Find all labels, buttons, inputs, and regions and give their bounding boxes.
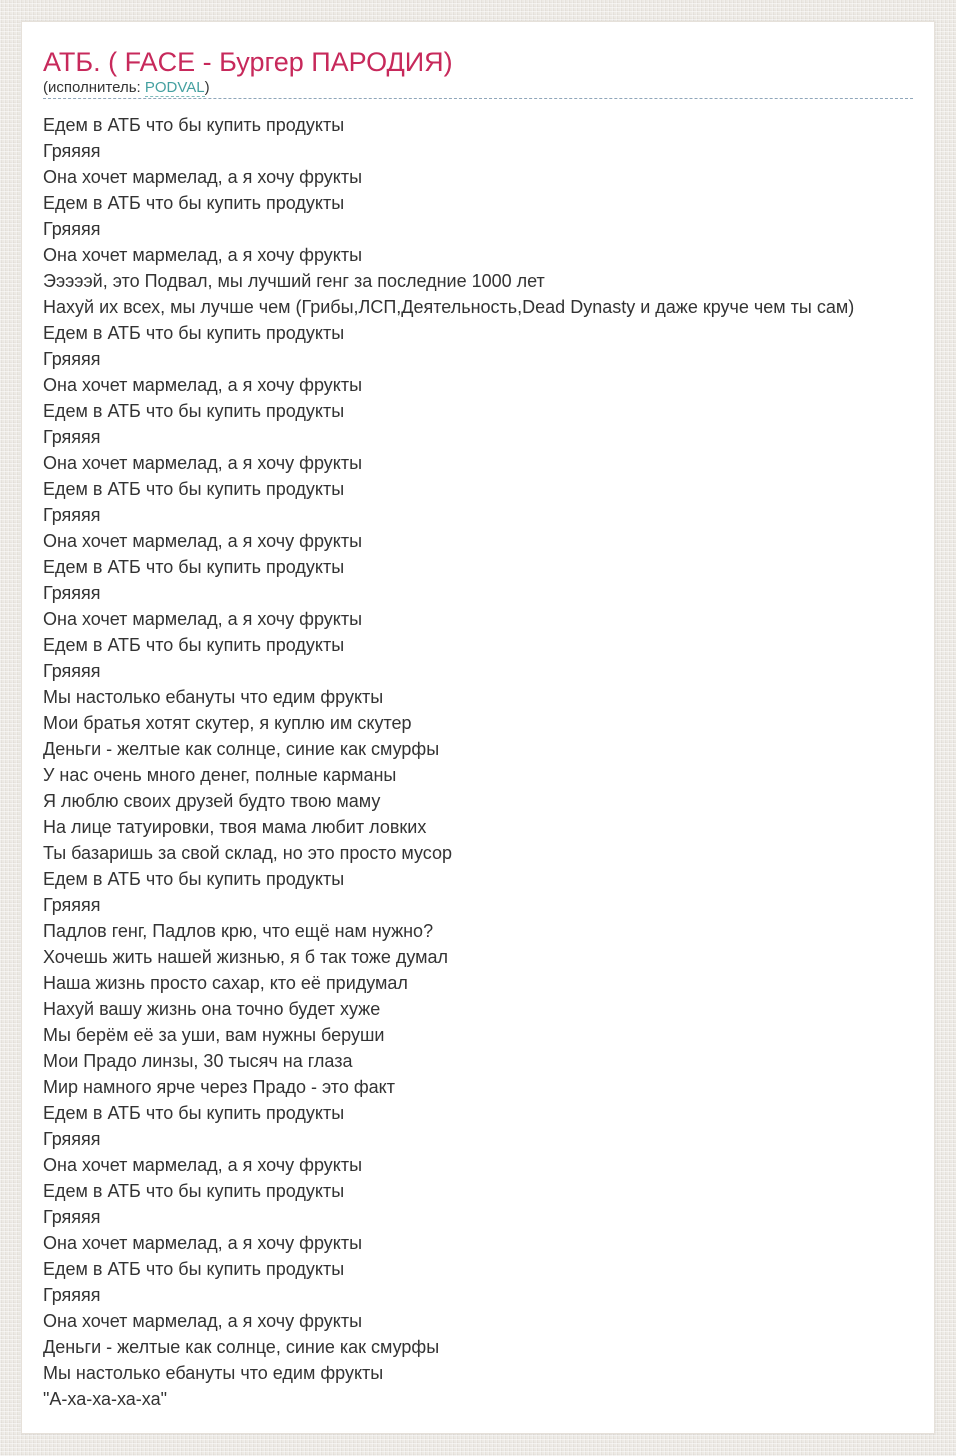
lyric-line: Гряяяя xyxy=(43,895,101,915)
lyric-line: У нас очень много денег, полные карманы xyxy=(43,765,397,785)
lyric-line: Едем в АТБ что бы купить продукты xyxy=(43,115,345,135)
lyric-line: Гряяяя xyxy=(43,583,101,603)
lyric-line: Едем в АТБ что бы купить продукты xyxy=(43,1103,345,1123)
lyric-line: Она хочет мармелад, а я хочу фрукты xyxy=(43,245,363,265)
lyric-line: Нахуй их всех, мы лучше чем (Грибы,ЛСП,Деятельность,Dead Dynasty и даже круче чем ты сам) xyxy=(43,297,855,317)
lyric-line: Едем в АТБ что бы купить продукты xyxy=(43,869,345,889)
lyric-line: Деньги - желтые как солнце, синие как смурфы xyxy=(43,1337,440,1357)
lyric-line: Мои братья хотят скутер, я куплю им скутер xyxy=(43,713,412,733)
lyric-line: Гряяяя xyxy=(43,1207,101,1227)
lyric-line: Гряяяя xyxy=(43,661,101,681)
lyric-line: Деньги - желтые как солнце, синие как смурфы xyxy=(43,739,440,759)
lyric-line: Она хочет мармелад, а я хочу фрукты xyxy=(43,1233,363,1253)
lyric-line: Мои Прадо линзы, 30 тысяч на глаза xyxy=(43,1051,353,1071)
lyric-line: Она хочет мармелад, а я хочу фрукты xyxy=(43,167,363,187)
lyric-line: Я люблю своих друзей будто твою маму xyxy=(43,791,381,811)
lyric-line: Нахуй вашу жизнь она точно будет хуже xyxy=(43,999,381,1019)
lyric-line: Гряяяя xyxy=(43,219,101,239)
lyric-line: Гряяяя xyxy=(43,1285,101,1305)
lyric-line: Гряяяя xyxy=(43,505,101,525)
lyric-line: Она хочет мармелад, а я хочу фрукты xyxy=(43,375,363,395)
lyrics-card xyxy=(21,21,935,1434)
artist-row xyxy=(43,78,913,97)
lyric-line: Она хочет мармелад, а я хочу фрукты xyxy=(43,1311,363,1331)
lyric-line: Эээээй, это Подвал, мы лучший генг за последние 1000 лет xyxy=(43,271,545,291)
lyric-line: Едем в АТБ что бы купить продукты xyxy=(43,1181,345,1201)
lyric-line: Гряяяя xyxy=(43,1129,101,1149)
lyric-line: Едем в АТБ что бы купить продукты xyxy=(43,557,345,577)
lyric-line: Едем в АТБ что бы купить продукты xyxy=(43,1259,345,1279)
lyric-line: Она хочет мармелад, а я хочу фрукты xyxy=(43,531,363,551)
lyric-line: Мы настолько ебануты что едим фрукты xyxy=(43,1363,384,1383)
lyric-line: Она хочет мармелад, а я хочу фрукты xyxy=(43,453,363,473)
lyric-line: Хочешь жить нашей жизнью, я б так тоже думал xyxy=(43,947,449,967)
lyric-line: Мы настолько ебануты что едим фрукты xyxy=(43,687,384,707)
lyric-line: Гряяяя xyxy=(43,427,101,447)
lyrics xyxy=(43,112,913,1412)
lyric-line: Едем в АТБ что бы купить продукты xyxy=(43,323,345,343)
lyric-line: Наша жизнь просто сахар, кто её придумал xyxy=(43,973,408,993)
lyric-line: На лице татуировки, твоя мама любит ловких xyxy=(43,817,427,837)
lyric-line: Она хочет мармелад, а я хочу фрукты xyxy=(43,609,363,629)
song-header xyxy=(43,46,913,99)
lyric-line: Едем в АТБ что бы купить продукты xyxy=(43,479,345,499)
lyric-line: Она хочет мармелад, а я хочу фрукты xyxy=(43,1155,363,1175)
artist-label: (исполнитель: xyxy=(43,79,145,96)
lyric-line: Гряяяя xyxy=(43,141,101,161)
lyric-line: Мы берём её за уши, вам нужны беруши xyxy=(43,1025,385,1045)
lyric-line: Падлов генг, Падлов крю, что ещё нам нужно? xyxy=(43,921,434,941)
lyric-line: Едем в АТБ что бы купить продукты xyxy=(43,401,345,421)
lyric-line: "А-ха-ха-ха-ха" xyxy=(43,1389,167,1409)
page-title: АТБ. ( FACE - Бургер ПАРОДИЯ) xyxy=(43,47,453,77)
artist-link[interactable]: PODVAL xyxy=(144,79,205,96)
lyric-line: Гряяяя xyxy=(43,349,101,369)
lyric-line: Ты базаришь за свой склад, но это просто мусор xyxy=(43,843,452,863)
lyric-line: Едем в АТБ что бы купить продукты xyxy=(43,635,345,655)
lyric-line: Едем в АТБ что бы купить продукты xyxy=(43,193,345,213)
lyric-line: Мир намного ярче через Прадо - это факт xyxy=(43,1077,395,1097)
artist-label-suffix: ) xyxy=(204,79,210,96)
